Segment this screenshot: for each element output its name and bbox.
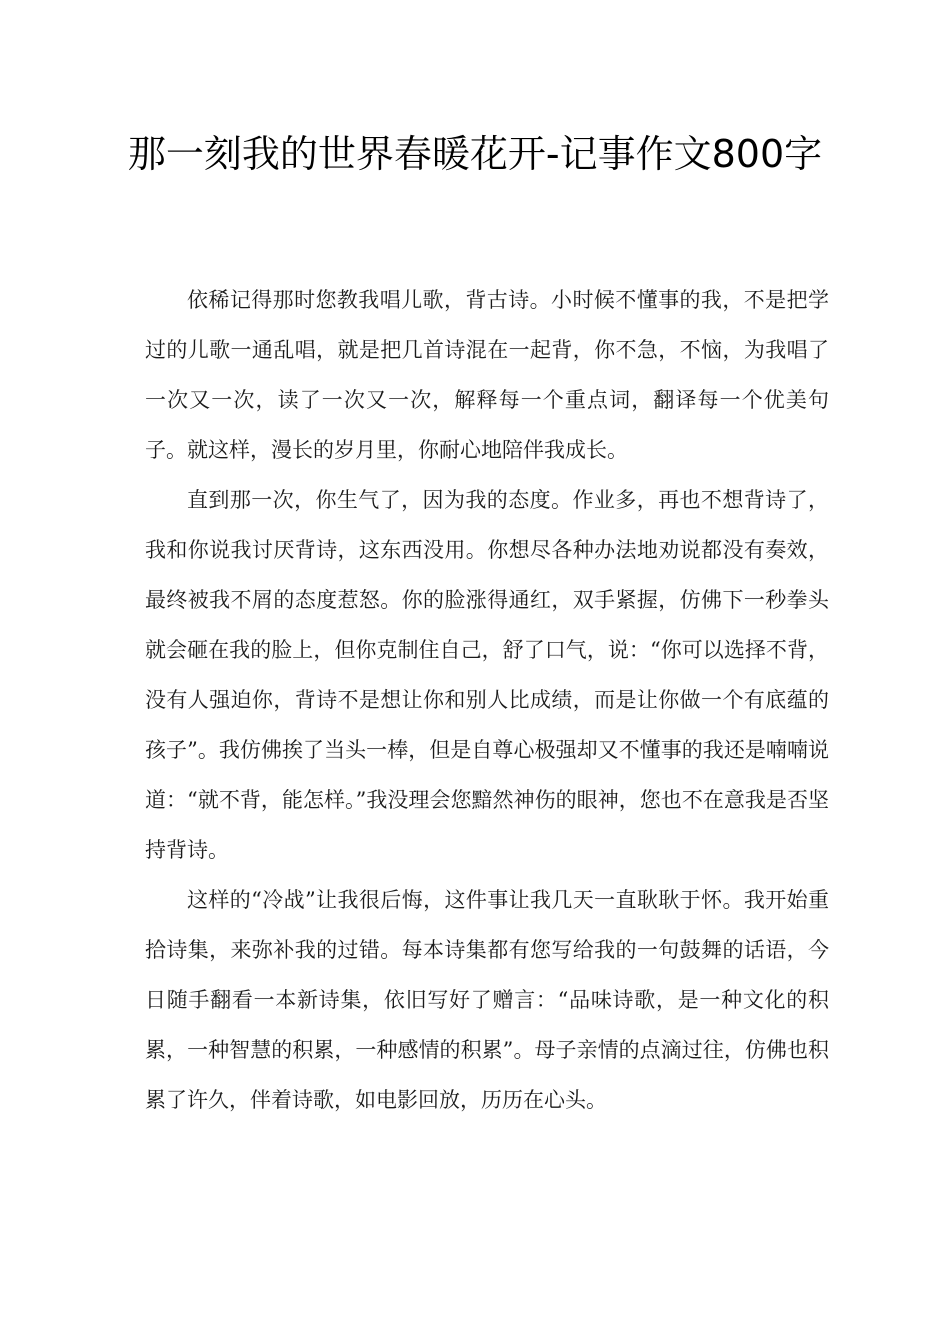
paragraph-3: 这样的“冷战”让我很后悔，这件事让我几天一直耿耿于怀。我开始重拾诗集，来弥补我的过错。每本诗集都有您写给我的一句鼓舞的话语，今日随手翻看一本新诗集，依旧写好了赠言：“品味诗歌，是一种文化的积累，一种智慧的积累，一种感情的积累”。母子亲情的点滴过往，仿佛也积累了许久，伴着诗歌，如电影回放，历历在心头。 — [145, 888, 829, 1112]
document-body — [145, 275, 829, 1125]
document-title: 那一刻我的世界春暖花开-记事作文800字 — [127, 132, 823, 176]
paragraph-2: 直到那一次，你生气了，因为我的态度。作业多，再也不想背诗了，我和你说我讨厌背诗，这东西没用。你想尽各种办法地劝说都没有奏效，最终被我不屑的态度惹怒。你的脸涨得通红，双手紧握，仿佛下一秒拳头就会砸在我的脸上，但你克制住自己，舒了口气，说：“你可以选择不背，没有人强迫你，背诗不是想让你和别人比成绩，而是让你做一个有底蕴的孩子”。我仿佛挨了当头一棒，但是自尊心极强却又不懂事的我还是喃喃说道：“就不背，能怎样。”我没理会您黯然神伤的眼神，您也不在意我是否坚持背诗。 — [145, 488, 829, 862]
paragraph-1: 依稀记得那时您教我唱儿歌，背古诗。小时候不懂事的我，不是把学过的儿歌一通乱唱，就是把几首诗混在一起背，你不急，不恼，为我唱了一次又一次，读了一次又一次，解释每一个重点词，翻译每一个优美句子。就这样，漫长的岁月里，你耐心地陪伴我成长。 — [145, 288, 829, 462]
